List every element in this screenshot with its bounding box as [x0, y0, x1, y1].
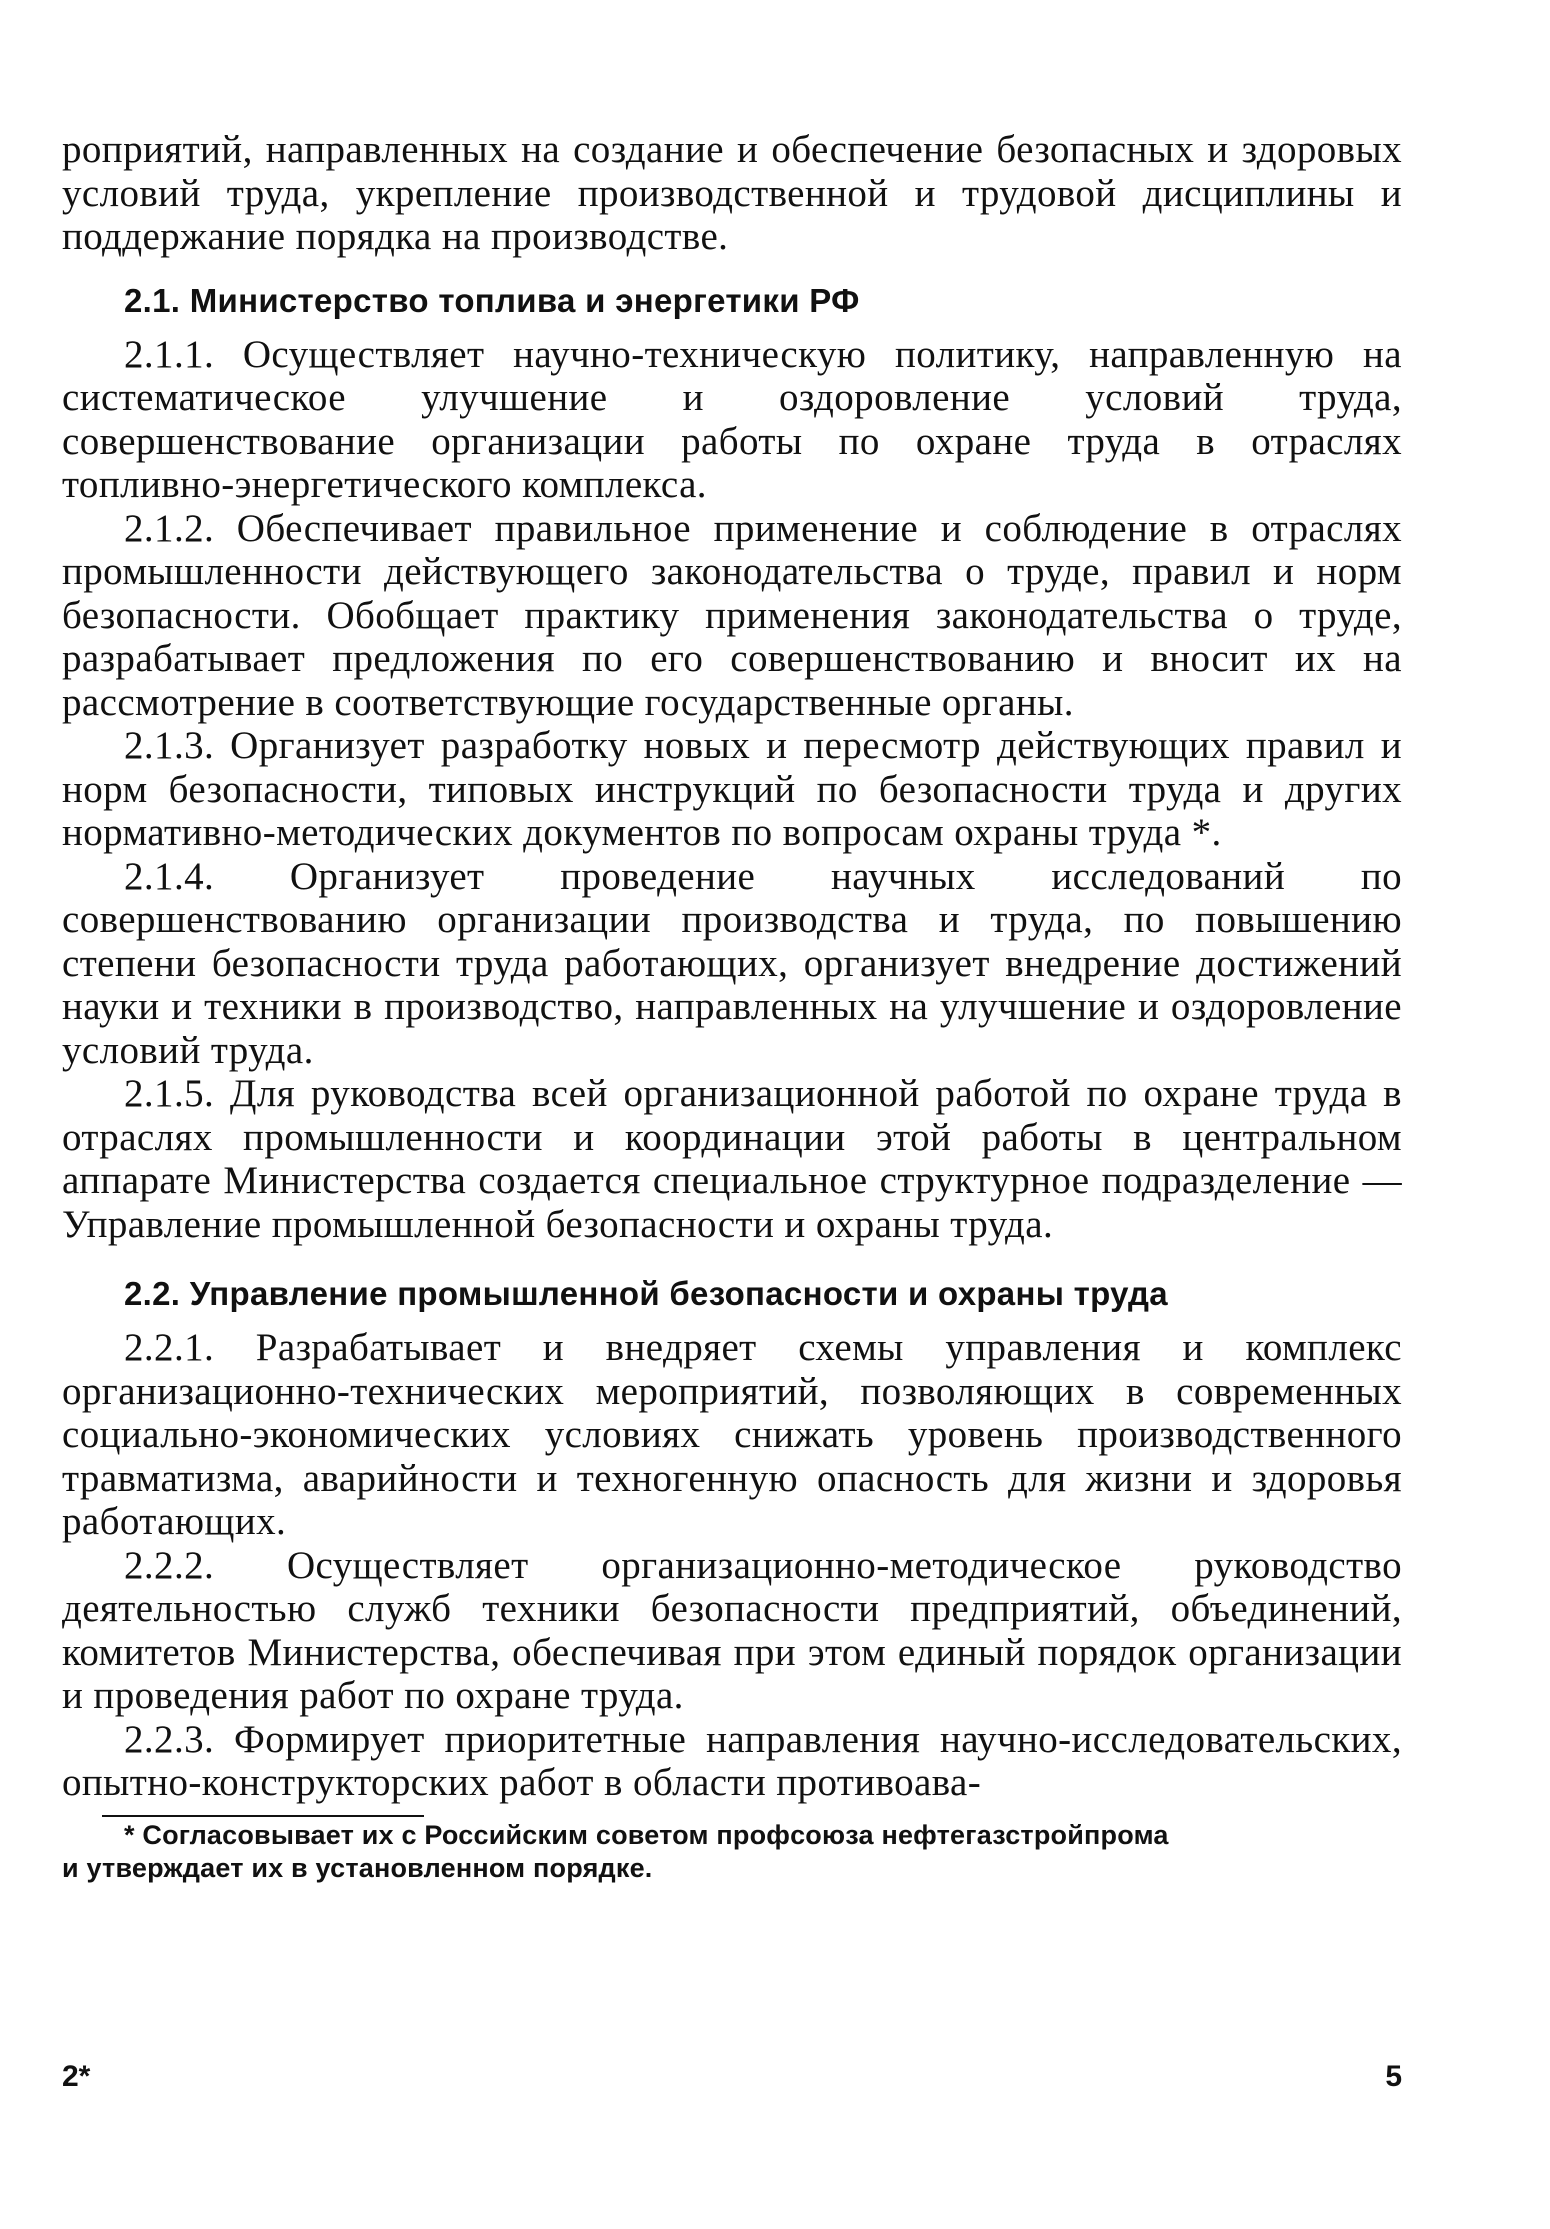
section-heading-2-2: 2.2. Управление промышленной безопасности и охраны труда [124, 1275, 1168, 1312]
paragraph-2-1-5: 2.1.5. Для руководства всей организационной работой по охране труда в отраслях промышленности и координации этой работы в центральном аппарате Министерства создается специальное структурное подразделение — Управление промышленной безопасности и охраны труда. [62, 1072, 1402, 1246]
paragraph-2-1-3: 2.1.3. Организует разработку новых и пересмотр действующих правил и норм безопасности, типовых инструкций по безопасности труда и других нормативно-методических документов по вопросам охраны труда *. [62, 724, 1402, 854]
document-page [62, 128, 1402, 1885]
page-number: 5 [1385, 2060, 1402, 2093]
section-heading-2-1: 2.1. Министерство топлива и энергетики РФ [124, 281, 860, 319]
continued-paragraph: роприятий, направленных на создание и обеспечение безопасных и здоровых условий труда, укрепление производственной и трудовой дисциплины и поддержание порядка на производстве. [62, 128, 1402, 258]
paragraph-2-2-2: 2.2.2. Осуществляет организационно-методическое руководство деятельностью служб техники безопасности предприятий, объединений, комитетов Министерства, обеспечивая при этом единый порядок организации и проведения работ по охране труда. [62, 1543, 1402, 1717]
paragraph-2-1-4: 2.1.4. Организует проведение научных исследований по совершенствованию организации производства и труда, по повышению степени безопасности труда работающих, организует внедрение достижений науки и техники в производство, направленных на улучшение и оздоровление условий труда. [62, 854, 1402, 1072]
footnote [62, 1819, 1402, 1885]
footnote-divider [102, 1815, 424, 1817]
footnote-line-1: * Согласовывает их с Российским советом профсоюза нефтегазстройпрома [124, 1819, 1169, 1850]
paragraph-2-1-2: 2.1.2. Обеспечивает правильное применение и соблюдение в отраслях промышленности действующего законодательства о труде, правил и норм безопасности. Обобщает практику применения законодательства о труде, разрабатывает предложения по его совершенствованию и вносит их на рассмотрение в соответствующие государственные органы. [62, 506, 1402, 724]
paragraph-2-2-3: 2.2.3. Формирует приоритетные направления научно-исследовательских, опытно-конструкторских работ в области противоава- [62, 1717, 1402, 1804]
page-footer [62, 2060, 1402, 2104]
paragraph-2-2-1: 2.2.1. Разрабатывает и внедряет схемы управления и комплекс организационно-технических мероприятий, позволяющих в современных социально-экономических условиях снижать уровень производственного травматизма, аварийности и техногенную опасность для жизни и здоровья работающих. [62, 1326, 1402, 1543]
signature-mark: 2* [62, 2060, 91, 2093]
paragraph-2-1-1: 2.1.1. Осуществляет научно-техническую политику, направленную на систематическое улучшение и оздоровление условий труда, совершенствование организации работы по охране труда в отраслях топливно-энергетического комплекса. [62, 332, 1402, 506]
footnote-line-2: и утверждает их в установленном порядке. [62, 1852, 653, 1883]
